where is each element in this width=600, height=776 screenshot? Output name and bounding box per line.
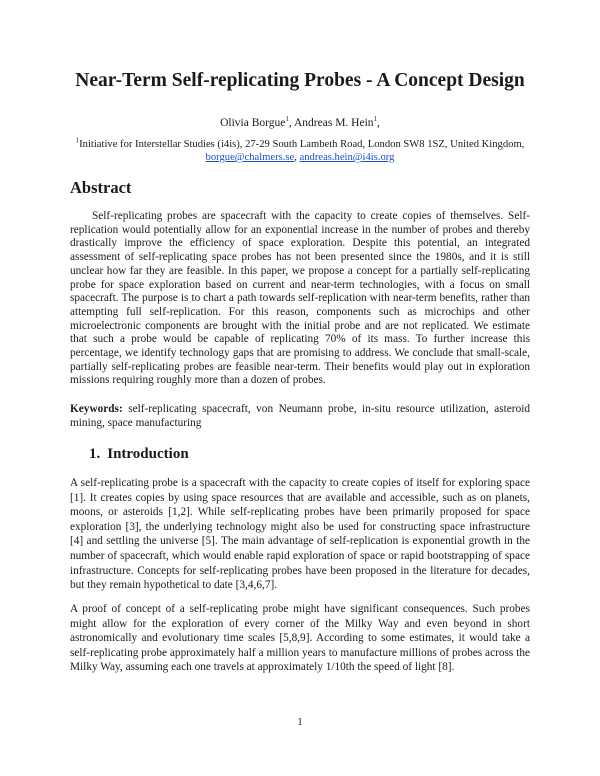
email-link-borgue[interactable]: borgue@chalmers.se xyxy=(205,152,295,163)
affiliation-mark: 1 xyxy=(75,136,80,145)
section-number: 1. xyxy=(89,446,101,462)
affiliation-text: Initiative for Interstellar Studies (i4is), 27-29 South Lambeth Road, London SW8 1SZ, United Kingdom, xyxy=(79,139,525,150)
author-name: Olivia Borgue xyxy=(220,117,286,129)
abstract-text: Self-replicating probes are spacecraft with the capacity to create copies of themselves. Self-replication would potentially allow for an exponential increase in the number of probes and thereby drastically improve the efficiency of space exploration. Despite this potential, an integrated assessment of self-replicating space probes has not been presented since the 1980s, and it is still unclear how far they are feasible. In this paper, we propose a concept for a partially self-replicating probe for space exploration based on current and near-term technologies, with a focus on small spacecraft. The purpose is to chart a path towards self-replication with near-term benefits, rather than attempting full self-replication. For this reason, components such as microchips and other microelectronic components are brought with the initial probe and are not replicated. We estimate that such a probe would be capable of replicating 70% of its mass. To further increase this percentage, we identify technology gaps that are promising to address. We conclude that small-scale, partially self-replicating probes are feasible near-term. Their benefits would play out in exploration missions requiring roughly more than a dozen of probes. xyxy=(70,210,530,387)
introduction-paragraph: A proof of concept of a self-replicating probe might have significant consequences. Such probes might allow for the exploration of every corner of the Milky Way and even beyond in short astronomically and evolutionary time scales [5,8,9]. According to some estimates, it would take a self-replicating probe approximately half a million years to manufacture millions of probes across the Milky Way, assuming each one travels at approximately 1/10th the speed of light [8]. xyxy=(70,603,530,674)
abstract-heading: Abstract xyxy=(70,178,132,197)
section-title: Introduction xyxy=(107,446,189,462)
author-affiliation-mark: 1 xyxy=(373,115,378,124)
page-number: 1 xyxy=(297,716,303,728)
author-separator: , xyxy=(288,117,294,129)
email-link-hein[interactable]: andreas.hein@i4is.org xyxy=(299,152,395,163)
author-separator: , xyxy=(377,117,380,129)
affiliation xyxy=(70,138,530,164)
keywords-text: self-replicating spacecraft, von Neumann probe, in-situ resource utilization, asteroid mining, space manufacturing xyxy=(70,403,530,429)
introduction-heading xyxy=(89,446,189,463)
keywords-label: Keywords: xyxy=(70,403,123,415)
author-affiliation-mark: 1 xyxy=(285,115,289,124)
email-separator: , xyxy=(294,152,300,163)
introduction-paragraph: A self-replicating probe is a spacecraft with the capacity to create copies of itself for exploring space [1]. It creates copies by using space resources that are available and accessible, such as on planets, moons, or asteroids [1,2]. While self-replicating probes have been primarily proposed for space exploration [3], the underlying technology might also be used for constructing space infrastructure [4] and settling the universe [5]. The main advantage of self-replication is exponential growth in the number of spacecraft, which would enable rapid exploration of space or rapid bootstrapping of space infrastructure. Concepts for self-replicating probes have been proposed in the literature for decades, but they remain hypothetical to date [3,4,6,7]. xyxy=(70,477,530,592)
keywords xyxy=(70,403,530,430)
author-name: Andreas M. Hein xyxy=(294,117,374,129)
author-list xyxy=(0,117,600,129)
paper-title: Near-Term Self-replicating Probes - A Concept Design xyxy=(75,70,525,91)
